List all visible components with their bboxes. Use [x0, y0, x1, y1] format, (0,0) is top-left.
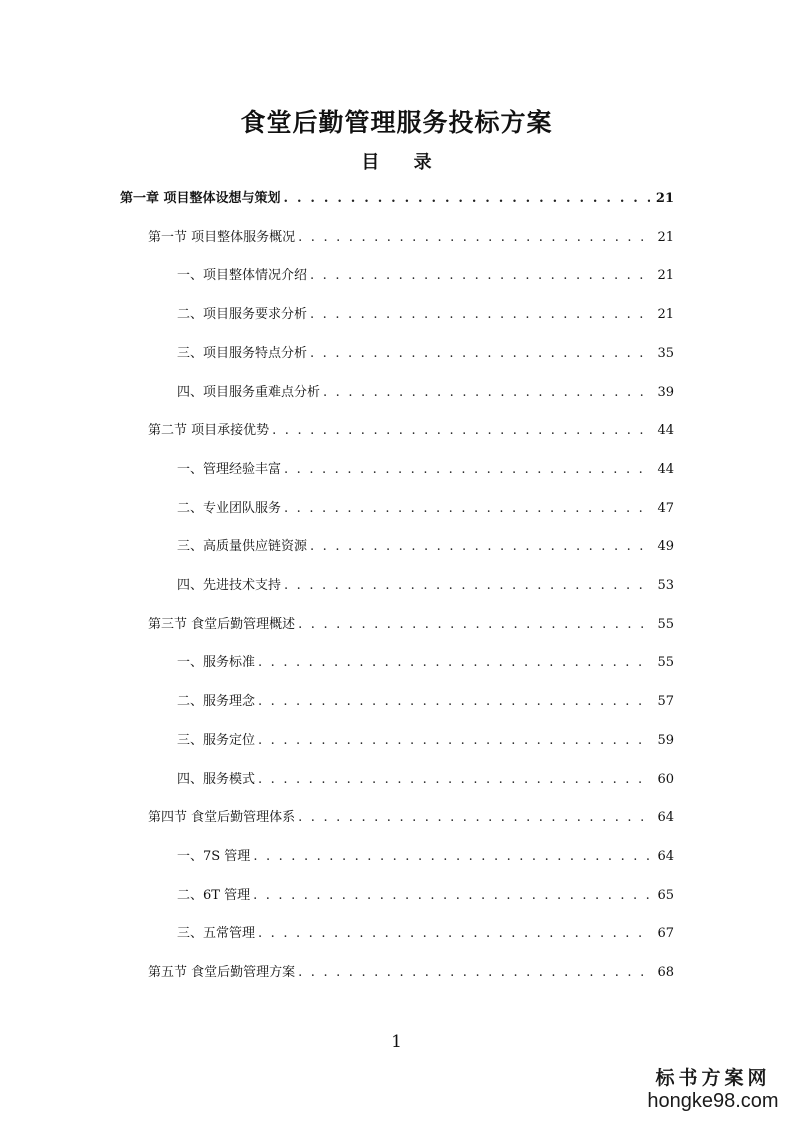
toc-entry[interactable]	[177, 768, 674, 792]
toc-entry[interactable]	[177, 574, 674, 598]
toc-entry-label: 第一章 项目整体设想与策划	[120, 191, 281, 206]
toc-entry-page: 68	[657, 965, 674, 980]
toc-entry-label: 第二节 项目承接优势	[148, 423, 270, 438]
toc-entry-page: 59	[657, 733, 674, 748]
toc-entry-label: 四、项目服务重难点分析	[177, 385, 321, 400]
watermark	[643, 1066, 783, 1112]
toc-dot-leader	[258, 729, 651, 753]
toc-entry-page: 21	[657, 268, 674, 283]
toc-dot-leader	[253, 884, 651, 908]
toc-entry-page: 64	[657, 810, 674, 825]
toc-dot-leader	[310, 264, 651, 288]
toc-entry-page: 35	[657, 346, 674, 361]
toc-entry[interactable]	[177, 535, 674, 559]
toc-entry-page: 44	[657, 423, 674, 438]
toc-entry[interactable]	[120, 187, 674, 211]
toc-entry-label: 三、服务定位	[177, 733, 256, 748]
toc-entry-page: 64	[657, 849, 674, 864]
toc-entry[interactable]	[148, 806, 674, 830]
toc-dot-leader	[258, 922, 651, 946]
toc-dot-leader	[284, 187, 650, 211]
toc-entry-page: 55	[657, 655, 674, 670]
toc-dot-leader	[298, 961, 651, 985]
toc-entry[interactable]	[148, 226, 674, 250]
toc-entry-label: 一、服务标准	[177, 655, 256, 670]
toc-entry-label: 第五节 食堂后勤管理方案	[148, 965, 296, 980]
toc-entry-label: 四、先进技术支持	[177, 578, 282, 593]
toc-entry-page: 21	[657, 230, 674, 245]
toc-entry-page: 60	[657, 772, 674, 787]
toc-entry[interactable]	[177, 651, 674, 675]
toc-entry-page: 47	[657, 501, 674, 516]
toc-dot-leader	[284, 574, 651, 598]
toc-dot-leader	[258, 690, 651, 714]
toc-heading: 目 录	[361, 152, 446, 173]
toc-entry-label: 二、项目服务要求分析	[177, 307, 308, 322]
toc-entry[interactable]	[177, 729, 674, 753]
toc-entry-page: 67	[657, 926, 674, 941]
toc-entry[interactable]	[177, 458, 674, 482]
toc-entry-label: 二、专业团队服务	[177, 501, 282, 516]
toc-entry-page: 55	[657, 617, 674, 632]
toc-entry-label: 第一节 项目整体服务概况	[148, 230, 296, 245]
toc-dot-leader	[284, 458, 651, 482]
toc-entry[interactable]	[177, 303, 674, 327]
toc-dot-leader	[298, 806, 651, 830]
toc-dot-leader	[253, 845, 651, 869]
toc-entry-page: 65	[657, 888, 674, 903]
toc-entry-label: 三、项目服务特点分析	[177, 346, 308, 361]
toc-entry[interactable]	[177, 690, 674, 714]
toc-entry-label: 一、项目整体情况介绍	[177, 268, 308, 283]
toc-entry[interactable]	[177, 845, 674, 869]
toc-dot-leader	[258, 651, 651, 675]
toc-entry[interactable]	[177, 264, 674, 288]
toc-entry-label: 第三节 食堂后勤管理概述	[148, 617, 296, 632]
toc-entry-label: 一、管理经验丰富	[177, 462, 282, 477]
toc-entry-label: 四、服务模式	[177, 772, 256, 787]
toc-entry[interactable]	[177, 497, 674, 521]
page-number: 1	[391, 1032, 402, 1052]
toc-dot-leader	[310, 342, 651, 366]
toc-entry-label: 二、6T 管理	[177, 888, 251, 903]
document-title: 食堂后勤管理服务投标方案	[240, 108, 553, 137]
toc-entry-page: 57	[657, 694, 674, 709]
toc-entry-label: 一、7S 管理	[177, 849, 251, 864]
toc-entry-label: 三、高质量供应链资源	[177, 539, 308, 554]
toc-entry-label: 二、服务理念	[177, 694, 256, 709]
toc-dot-leader	[272, 419, 651, 443]
toc-dot-leader	[298, 613, 651, 637]
toc-dot-leader	[258, 768, 651, 792]
toc-entry-page: 21	[657, 307, 674, 322]
toc-entry-page: 44	[657, 462, 674, 477]
toc-entry[interactable]	[177, 922, 674, 946]
toc-dot-leader	[298, 226, 651, 250]
toc-dot-leader	[310, 303, 651, 327]
toc-entry[interactable]	[148, 961, 674, 985]
toc-entry-label: 第四节 食堂后勤管理体系	[148, 810, 296, 825]
watermark-title: 标书方案网	[655, 1067, 771, 1089]
toc-dot-leader	[310, 535, 651, 559]
toc-entry-page: 53	[657, 578, 674, 593]
watermark-url: hongke98.com	[647, 1090, 779, 1112]
toc-entry[interactable]	[177, 884, 674, 908]
toc-entry-page: 49	[657, 539, 674, 554]
toc-entry[interactable]	[177, 342, 674, 366]
toc-dot-leader	[284, 497, 651, 521]
toc-entry-page: 21	[655, 191, 674, 206]
toc-entry-label: 三、五常管理	[177, 926, 256, 941]
toc-entry[interactable]	[177, 381, 674, 405]
toc-entry[interactable]	[148, 613, 674, 637]
toc-entry-page: 39	[657, 385, 674, 400]
toc-dot-leader	[323, 381, 651, 405]
toc-entry[interactable]	[148, 419, 674, 443]
